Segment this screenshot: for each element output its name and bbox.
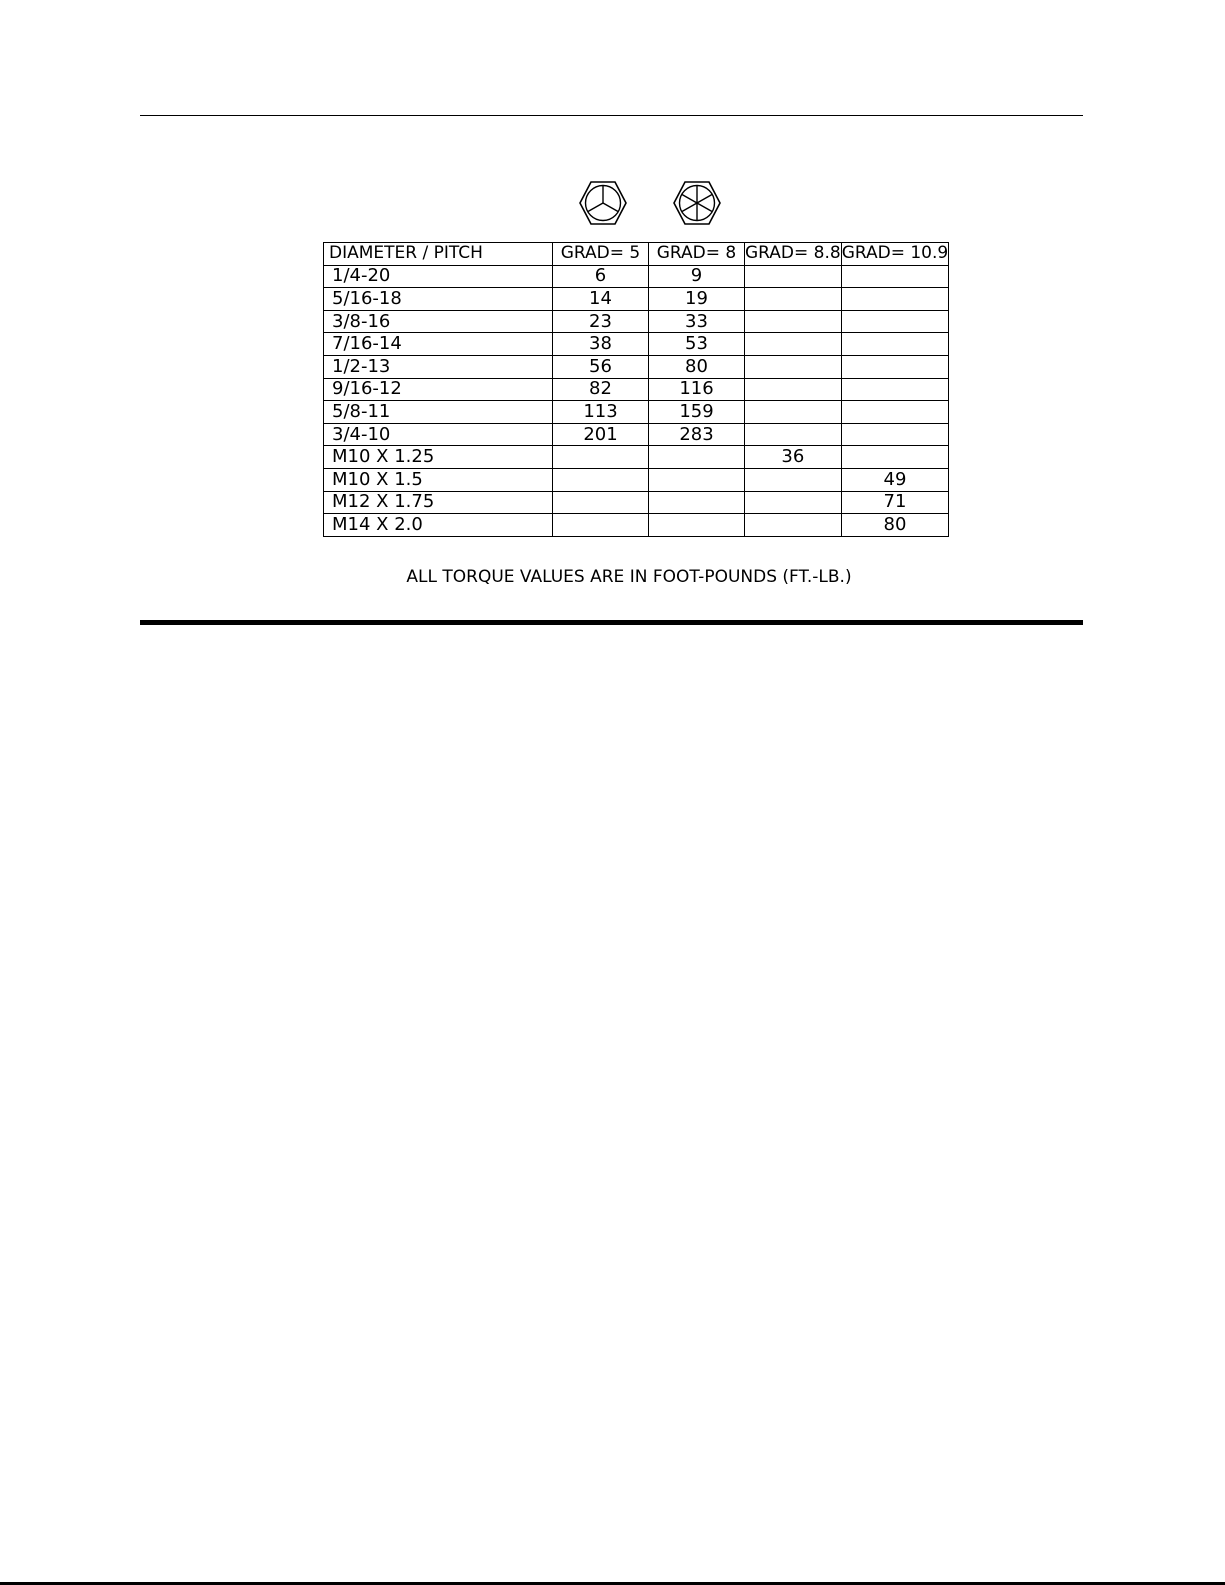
cell-grade-8-8 [745,514,842,537]
cell-size: 9/16-12 [324,378,553,401]
table-header-row [324,243,949,266]
cell-grade-8-8: 36 [745,446,842,469]
cell-grade-5: 201 [553,423,649,446]
cell-size: M10 X 1.5 [324,468,553,491]
cell-grade-8: 53 [649,333,745,356]
table-row [324,333,949,356]
hex-bolt-grade-5-icon [578,180,628,226]
table-row [324,310,949,333]
cell-size: M14 X 2.0 [324,514,553,537]
cell-grade-5 [553,491,649,514]
table-row [324,446,949,469]
cell-size: 5/8-11 [324,401,553,424]
cell-grade-8-8 [745,355,842,378]
table-row [324,401,949,424]
header-grade-10-9: GRAD= 10.9 [841,243,949,264]
cell-grade-5: 38 [553,333,649,356]
cell-grade-8: 19 [649,288,745,311]
cell-grade-8-8 [745,468,842,491]
cell-grade-8-8 [745,333,842,356]
cell-grade-8: 33 [649,310,745,333]
table-row [324,378,949,401]
cell-grade-10-9 [841,310,949,333]
table-row [324,355,949,378]
cell-grade-8-8 [745,288,842,311]
cell-grade-8: 283 [649,423,745,446]
hex-bolt-grade-8-icon [672,180,722,226]
cell-grade-8: 9 [649,265,745,288]
cell-size: M12 X 1.75 [324,491,553,514]
cell-grade-10-9 [841,265,949,288]
cell-grade-10-9 [841,446,949,469]
cell-grade-10-9: 49 [841,468,949,491]
cell-grade-10-9: 71 [841,491,949,514]
header-grade-5: GRAD= 5 [553,243,649,266]
cell-size: 3/8-16 [324,310,553,333]
cell-grade-8: 159 [649,401,745,424]
header-diameter-pitch: DIAMETER / PITCH [324,243,553,266]
cell-size: 1/4-20 [324,265,553,288]
cell-grade-10-9 [841,355,949,378]
table-row [324,468,949,491]
cell-grade-10-9: 80 [841,514,949,537]
cell-grade-8 [649,491,745,514]
cell-grade-8-8 [745,491,842,514]
cell-grade-5: 56 [553,355,649,378]
cell-grade-10-9 [841,423,949,446]
cell-grade-5: 6 [553,265,649,288]
table-row [324,423,949,446]
cell-grade-8-8 [745,423,842,446]
cell-grade-5: 14 [553,288,649,311]
header-grade-8: GRAD= 8 [649,243,745,266]
cell-grade-8: 80 [649,355,745,378]
bottom-divider [140,620,1083,625]
cell-grade-8 [649,514,745,537]
cell-size: 1/2-13 [324,355,553,378]
cell-grade-10-9 [841,333,949,356]
table-row [324,514,949,537]
cell-size: M10 X 1.25 [324,446,553,469]
cell-grade-8 [649,446,745,469]
cell-grade-8-8 [745,401,842,424]
table-row [324,491,949,514]
cell-grade-5: 23 [553,310,649,333]
cell-grade-8-8 [745,378,842,401]
cell-grade-8-8 [745,310,842,333]
cell-grade-5 [553,446,649,469]
cell-size: 5/16-18 [324,288,553,311]
cell-size: 3/4-10 [324,423,553,446]
cell-grade-10-9 [841,401,949,424]
torque-table [323,242,949,537]
cell-grade-8 [649,468,745,491]
cell-grade-5 [553,514,649,537]
top-divider [140,115,1083,116]
cell-grade-8-8 [745,265,842,288]
cell-grade-5 [553,468,649,491]
cell-grade-5: 113 [553,401,649,424]
table-row [324,288,949,311]
cell-grade-10-9 [841,378,949,401]
header-grade-8-8: GRAD= 8.8 [745,243,841,264]
torque-units-note: ALL TORQUE VALUES ARE IN FOOT-POUNDS (FT.-LB.) [406,567,852,587]
cell-grade-8: 116 [649,378,745,401]
cell-grade-5: 82 [553,378,649,401]
cell-size: 7/16-14 [324,333,553,356]
table-row [324,265,949,288]
cell-grade-10-9 [841,288,949,311]
